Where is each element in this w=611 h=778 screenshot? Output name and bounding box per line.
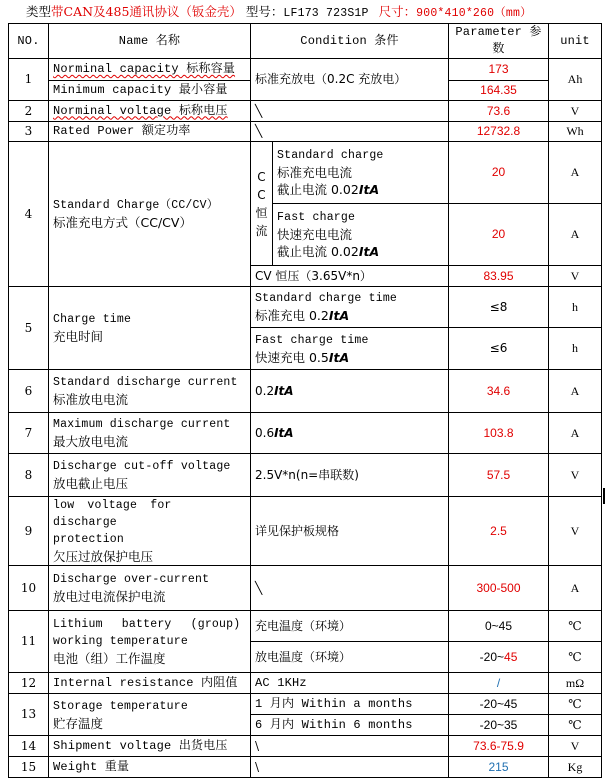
specification-table [8,23,602,778]
header-parameter: Parameter 参数 [449,24,549,59]
table-row: 5 Charge time 充电时间 Standard charge time 标准充电 0.2ItA ≤8 h [9,287,602,328]
row-3-name: Rated Power 额定功率 [49,122,251,142]
table-row: 9 low voltage for discharge protection 欠压过放保护电压 详见保护板规格 2.5 V [9,497,602,566]
table-row: Fast charge time 快速充电 0.5ItA ≤6 h [9,328,602,370]
row-2-name: Norminal voltage 标称电压 [53,103,228,118]
row-9-name: low voltage for discharge protection 欠压过放保护电压 [49,497,251,566]
table-row: 6 月内 Within 6 months -20~35 ℃ [9,715,602,736]
page-edge-marker [603,488,605,504]
row-12-name: Internal resistance 内阻值 [49,673,251,694]
row-1-name-b: Minimum capacity 最小容量 [49,81,251,101]
table-row: 11 Lithium battery (group) working temperature 电池（组）工作温度 充电温度（环境） 0~45 ℃ [9,611,602,642]
row-10-name: Discharge over-current 放电过电流保护电流 [49,566,251,611]
table-row: 2 Norminal voltage 标称电压 ╲ 73.6 V [9,101,602,122]
table-row: Fast charge 快速充电电流 截止电流 0.02ItA 20 A [9,204,602,266]
table-row: 3 Rated Power 额定功率 ╲ 12732.8 Wh [9,122,602,142]
cc-label: C C 恒 流 [251,142,273,266]
row-14-name: Shipment voltage 出货电压 [49,736,251,757]
model-number: LF173 723S1P [283,7,369,20]
table-row: 4 Standard Charge（CC/CV） 标准充电方式（CC/CV） C C 恒 流 Standard charge 标准充电电流 截止电流 0.02ItA 20 A [9,142,602,204]
row-13-name: Storage temperature 贮存温度 [49,694,251,736]
header-row [9,24,602,59]
header-name: Name 名称 [49,24,251,59]
table-row: CV 恒压（3.65V*n） 83.95 V [9,266,602,287]
row-5-name: Charge time 充电时间 [49,287,251,370]
row-8-name: Discharge cut-off voltage 放电截止电压 [49,454,251,497]
table-row: 15 Weight 重量 \ 215 Kg [9,757,602,778]
row-4-name: Standard Charge（CC/CV） 标准充电方式（CC/CV） [49,142,251,287]
row-7-name: Maximum discharge current 最大放电电流 [49,413,251,454]
title-description: 带CAN及485通讯协议（钣金壳） [51,4,242,19]
row-4-fast-condition: Fast charge 快速充电电流 截止电流 0.02ItA [273,204,449,266]
row-1-name-a: Norminal capacity 标称容量 [53,62,236,76]
table-row: 12 Internal resistance 内阻值 AC 1KHz / mΩ [9,673,602,694]
table-row: 8 Discharge cut-off voltage 放电截止电压 2.5V*n(n=串联数) 57.5 V [9,454,602,497]
row-1-value-b: 164.35 [449,81,549,101]
table-row: 7 Maximum discharge current 最大放电电流 0.6ItA 103.8 A [9,413,602,454]
row-15-name: Weight 重量 [49,757,251,778]
table-row: 10 Discharge over-current 放电过电流保护电流 ╲ 300-500 A [9,566,602,611]
header-no: NO. [9,24,49,59]
header-condition: Condition 条件 [251,24,449,59]
table-row: 6 Standard discharge current 标准放电电流 0.2ItA 34.6 A [9,370,602,413]
dimensions: 900*410*260（mm） [416,7,532,20]
row-4-cv-condition: CV 恒压（3.65V*n） [251,266,449,287]
table-row: 14 Shipment voltage 出货电压 \ 73.6-75.9 V [9,736,602,757]
header-unit: unit [549,24,602,59]
row-1-value-a: 173 [449,59,549,81]
row-1-condition: 标准充放电（0.2C 充放电） [251,59,449,101]
table-row: 13 Storage temperature 贮存温度 1 月内 Within a months -20~45 ℃ [9,694,602,715]
document-title: 类型带CAN及485通讯协议（钣金壳） 型号：LF173 723S1P 尺寸：900*410*260（mm） [26,4,532,20]
row-11-name: Lithium battery (group) working temperature 电池（组）工作温度 [49,611,251,673]
row-6-name: Standard discharge current 标准放电电流 [49,370,251,413]
row-4-standard-condition: Standard charge 标准充电电流 截止电流 0.02ItA [273,142,449,204]
table-row: 放电温度（环境） -20~45 ℃ [9,642,602,673]
table-row: 1 Norminal capacity 标称容量 标准充放电（0.2C 充放电） 173 Ah [9,59,602,81]
